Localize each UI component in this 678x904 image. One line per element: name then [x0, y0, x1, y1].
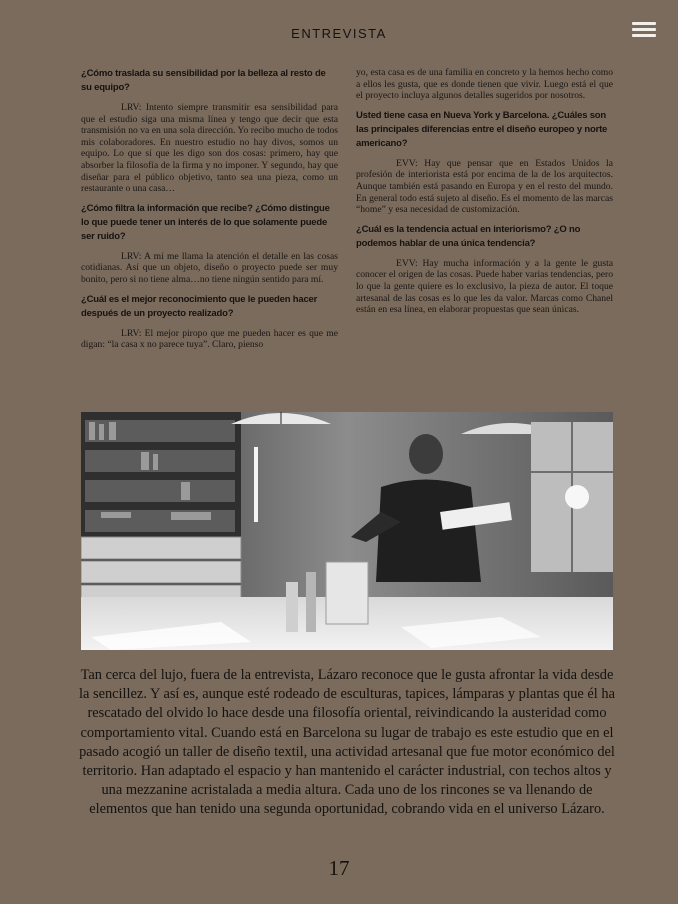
answer [81, 328, 338, 351]
answer-text: El mejor piropo que me pueden hacer es que me digan: “la casa x no parece tuya”. Claro, pienso [81, 327, 338, 351]
question: Usted tiene casa en Nueva York y Barcelona. ¿Cuáles son las principales diferencias entre el diseño europeo y norte americano? [356, 109, 608, 149]
question: ¿Cuál es el mejor reconocimiento que le pueden hacer después de un proyecto realizado? [81, 293, 318, 319]
answer [356, 258, 613, 316]
interview-left-column [81, 67, 338, 358]
question: ¿Cómo traslada su sensibilidad por la belleza al resto de su equipo? [81, 68, 326, 93]
answer-text: A mí me llama la atención el detalle en las cosas cotidianas. Así que un objeto, diseño o proyecto puede ser muy bonito, pero si no tiene alma…no tiene ningún sentido para mí. [81, 250, 338, 285]
answer [81, 251, 338, 286]
answer-text: Hay que pensar que en Estados Unidos la profesión de interiorista está por encima de la de los arquitectos. Aunque también está pasando en Europa y en el resto del mundo. En general todo está sujeto al diseño. Es el momento de las marcas “home” y esa necesidad de customización. [356, 157, 613, 216]
hamburger-menu-icon[interactable] [632, 20, 656, 42]
answer [356, 158, 613, 216]
speaker-initials: LRV: [121, 250, 142, 262]
answer-text: Hay mucha información y a la gente le gusta conocer el origen de las cosas. Puede haber varias tendencias, pero lo que la gente quiere es lo exclusivo, la pieza de autor. El toque artesanal de las cosas es lo que les da valor. Marcas como Chanel están en esa línea, en elaborar propuestas que sean únicas. [356, 257, 613, 316]
answer-text: Intento siempre transmitir esa sensibilidad para que el estudio siga una misma línea y tengo que decir que esta transmisión no va en una sola dirección. Yo recibo mucho de todos mis colaboradores. En nuestro estudio no hay divos, somos un equipo. Lo que sí que les digo son dos cosas: primero, hay que absorber la filosofía de la firma y no imponer. Y segundo, hay que diseñar para el público objetivo, tanto sea una pieza, como un restaurante o una casa… [81, 102, 338, 195]
studio-photo-illustration [81, 412, 613, 650]
question: ¿Cuál es la tendencia actual en interiorismo? ¿O no podemos hablar de una única tendencia? [356, 223, 581, 249]
page-number: 17 [328, 856, 350, 880]
interview-right-column [356, 67, 613, 358]
question: ¿Cómo filtra la información que recibe? ¿Cómo distingue lo que puede tener un interés de lo que solamente puede ser ruido? [81, 202, 330, 242]
studio-photo [81, 412, 613, 650]
speaker-initials: EVV: [396, 257, 418, 269]
speaker-initials: EVV: [396, 157, 418, 169]
section-title: ENTREVISTA [291, 26, 387, 41]
answer [81, 102, 338, 195]
speaker-initials: LRV: [121, 102, 142, 113]
answer-continuation: yo, esta casa es de una familia en concreto y la hemos hecho como a ellos les gusta, que es donde tienen que vivir. Luego está el que el proyecto incluya algunos detalles sugeridos por nosotros. [356, 67, 613, 102]
interview-columns [81, 67, 613, 358]
lead-paragraph: Tan cerca del lujo, fuera de la entrevista, Lázaro reconoce que le gusta afrontar la vida desde la sencillez. Y así es, aunque esté rodeado de esculturas, tapices, lámparas y plantas que él ha rescatado del olvido lo hace desde una filosofía oriental, reivindicando la austeridad como comportamiento vital. Cuando está en Barcelona su lugar de trabajo es este estudio que en el pasado acogió un taller de diseño textil, una actividad artesanal que fue motor económico del territorio. Han adaptado el espacio y han mantenido el carácter industrial, con techos altos y una mezzanine acristalada a media altura. Cada uno de los rincones se va llenando de elementos que han tenido una segunda oportunidad, cobrando vida en el universo Lázaro. [79, 667, 615, 818]
speaker-initials: LRV: [121, 327, 142, 339]
